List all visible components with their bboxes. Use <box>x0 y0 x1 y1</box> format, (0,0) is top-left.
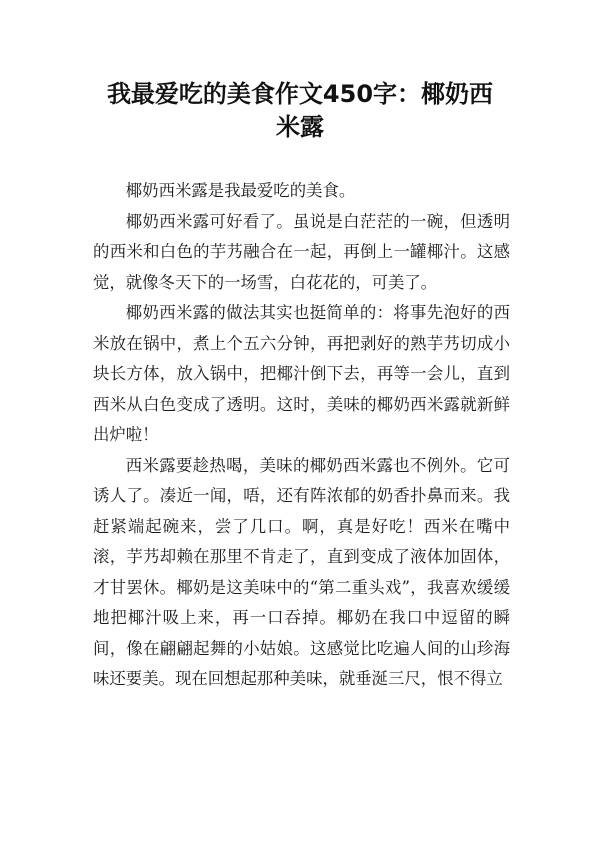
paragraph: 椰奶西米露是我最爱吃的美食。 <box>125 181 356 200</box>
document-body <box>93 176 510 695</box>
paragraph: 西米露要趁热喝，美味的椰奶西米露也不例外。它可诱人了。凑近一闻，唔，还有阵浓郁的奶香扑鼻而来。我赶紧端起碗来，尝了几口。啊，真是好吃！西米在嘴中滚，芋艿却赖在那里不肯走了，直到变成了液体加固体，才甘罢休。椰奶是这美味中的“第二重头戏”，我喜欢缓缓地把椰汁吸上来，再一口吞掉。椰奶在我口中逗留的瞬间，像在翩翩起舞的小姑娘。这感觉比吃遍人间的山珍海味还要美。现在回想起那种美味，就垂涎三尺，恨不得立 <box>93 455 510 688</box>
document-title: 我最爱吃的美食作文450字：椰奶西米露 <box>106 80 494 141</box>
paragraph: 椰奶西米露可好看了。虽说是白茫茫的一碗，但透明的西米和白色的芋艿融合在一起，再倒上一罐椰汁。这感觉，就像冬天下的一场雪，白花花的，可美了。 <box>93 211 510 292</box>
paragraph: 椰奶西米露的做法其实也挺简单的：将事先泡好的西米放在锅中，煮上个五六分钟，再把剥好的熟芋艿切成小块长方体，放入锅中，把椰汁倒下去，再等一会儿，直到西米从白色变成了透明。这时，美味的椰奶西米露就新鲜出炉啦！ <box>93 303 510 444</box>
